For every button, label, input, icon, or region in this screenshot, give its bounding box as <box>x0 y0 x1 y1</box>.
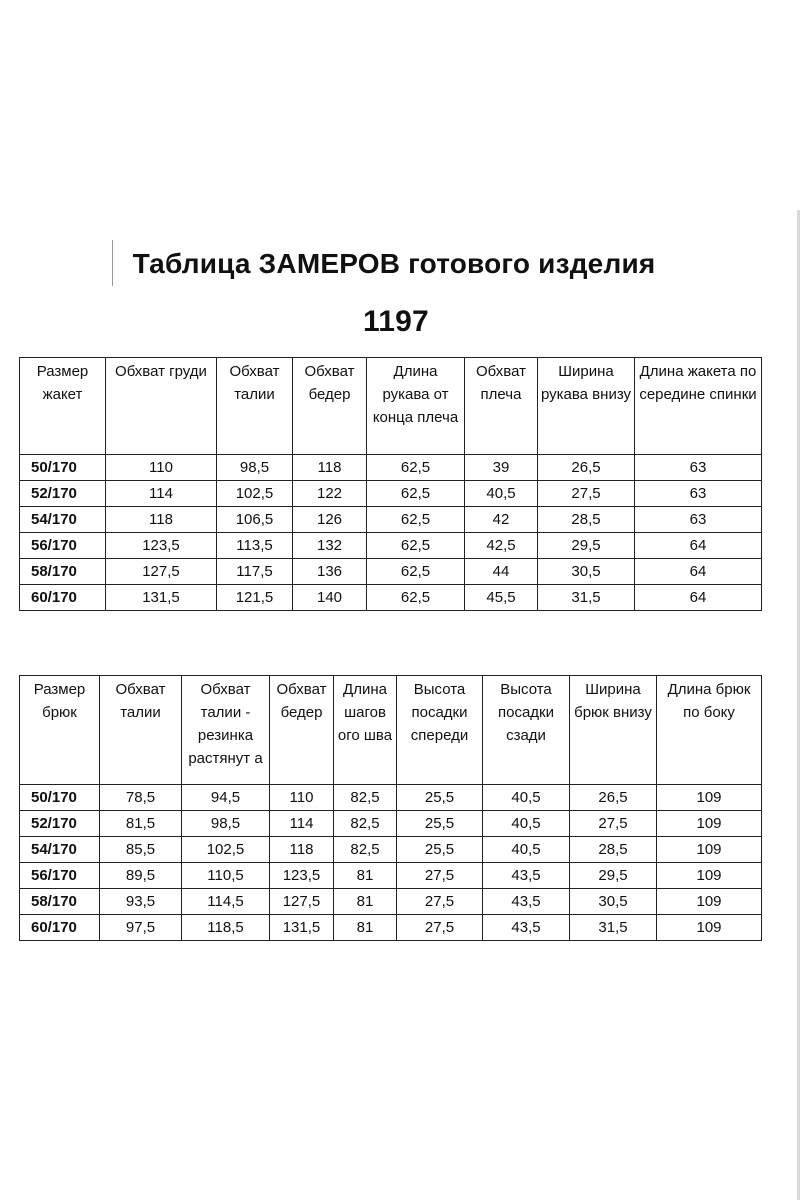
value-cell: 63 <box>635 507 762 533</box>
table-row <box>20 585 762 611</box>
value-cell: 110 <box>270 785 334 811</box>
value-cell: 81 <box>334 889 397 915</box>
value-cell: 40,5 <box>465 481 538 507</box>
value-cell: 118,5 <box>182 915 270 941</box>
value-cell: 81 <box>334 915 397 941</box>
value-cell: 118 <box>293 455 367 481</box>
value-cell: 27,5 <box>397 915 483 941</box>
size-cell: 52/170 <box>20 811 100 837</box>
value-cell: 42 <box>465 507 538 533</box>
value-cell: 25,5 <box>397 785 483 811</box>
table-row <box>20 481 762 507</box>
pants-measurements-table <box>19 675 762 941</box>
model-number: 1197 <box>363 305 429 338</box>
size-cell: 60/170 <box>20 585 106 611</box>
value-cell: 62,5 <box>367 481 465 507</box>
header-cell: Длина шагов ого шва <box>334 676 397 785</box>
value-cell: 27,5 <box>538 481 635 507</box>
value-cell: 78,5 <box>100 785 182 811</box>
value-cell: 28,5 <box>570 837 657 863</box>
size-cell: 54/170 <box>20 837 100 863</box>
value-cell: 109 <box>657 837 762 863</box>
value-cell: 118 <box>270 837 334 863</box>
value-cell: 62,5 <box>367 585 465 611</box>
value-cell: 31,5 <box>570 915 657 941</box>
value-cell: 131,5 <box>270 915 334 941</box>
value-cell: 114 <box>106 481 217 507</box>
value-cell: 62,5 <box>367 533 465 559</box>
value-cell: 98,5 <box>217 455 293 481</box>
value-cell: 29,5 <box>570 863 657 889</box>
header-cell: Обхват плеча <box>465 358 538 455</box>
value-cell: 123,5 <box>270 863 334 889</box>
size-cell: 54/170 <box>20 507 106 533</box>
value-cell: 27,5 <box>397 889 483 915</box>
header-cell: Обхват бедер <box>270 676 334 785</box>
document-title: Таблица ЗАМЕРОВ готового изделия <box>132 248 656 279</box>
value-cell: 82,5 <box>334 811 397 837</box>
header-cell: Высота посадки сзади <box>483 676 570 785</box>
value-cell: 43,5 <box>483 889 570 915</box>
value-cell: 62,5 <box>367 559 465 585</box>
value-cell: 89,5 <box>100 863 182 889</box>
value-cell: 25,5 <box>397 811 483 837</box>
value-cell: 98,5 <box>182 811 270 837</box>
size-cell: 58/170 <box>20 889 100 915</box>
table-row <box>20 455 762 481</box>
header-cell: Размер брюк <box>20 676 100 785</box>
table-row <box>20 863 762 889</box>
value-cell: 109 <box>657 889 762 915</box>
value-cell: 63 <box>635 455 762 481</box>
value-cell: 40,5 <box>483 811 570 837</box>
value-cell: 29,5 <box>538 533 635 559</box>
value-cell: 109 <box>657 785 762 811</box>
value-cell: 63 <box>635 481 762 507</box>
header-cell: Ширина брюк внизу <box>570 676 657 785</box>
header-cell: Обхват талии - резинка растянут а <box>182 676 270 785</box>
header-cell: Обхват талии <box>217 358 293 455</box>
size-cell: 56/170 <box>20 863 100 889</box>
value-cell: 109 <box>657 915 762 941</box>
table-row <box>20 915 762 941</box>
value-cell: 81,5 <box>100 811 182 837</box>
value-cell: 64 <box>635 533 762 559</box>
value-cell: 64 <box>635 559 762 585</box>
value-cell: 140 <box>293 585 367 611</box>
value-cell: 122 <box>293 481 367 507</box>
value-cell: 94,5 <box>182 785 270 811</box>
header-cell: Размер жакет <box>20 358 106 455</box>
value-cell: 26,5 <box>538 455 635 481</box>
value-cell: 31,5 <box>538 585 635 611</box>
value-cell: 126 <box>293 507 367 533</box>
value-cell: 121,5 <box>217 585 293 611</box>
value-cell: 136 <box>293 559 367 585</box>
header-cell: Обхват груди <box>106 358 217 455</box>
value-cell: 81 <box>334 863 397 889</box>
value-cell: 85,5 <box>100 837 182 863</box>
header-cell: Длина брюк по боку <box>657 676 762 785</box>
value-cell: 106,5 <box>217 507 293 533</box>
value-cell: 42,5 <box>465 533 538 559</box>
value-cell: 62,5 <box>367 507 465 533</box>
value-cell: 110 <box>106 455 217 481</box>
value-cell: 45,5 <box>465 585 538 611</box>
value-cell: 40,5 <box>483 837 570 863</box>
table-row <box>20 507 762 533</box>
value-cell: 30,5 <box>538 559 635 585</box>
size-cell: 56/170 <box>20 533 106 559</box>
table-row <box>20 559 762 585</box>
value-cell: 114 <box>270 811 334 837</box>
header-cell: Обхват талии <box>100 676 182 785</box>
value-cell: 114,5 <box>182 889 270 915</box>
value-cell: 28,5 <box>538 507 635 533</box>
jacket-measurements-table <box>19 357 762 611</box>
value-cell: 132 <box>293 533 367 559</box>
value-cell: 102,5 <box>182 837 270 863</box>
value-cell: 40,5 <box>483 785 570 811</box>
value-cell: 39 <box>465 455 538 481</box>
value-cell: 109 <box>657 863 762 889</box>
value-cell: 62,5 <box>367 455 465 481</box>
table-row <box>20 889 762 915</box>
size-cell: 52/170 <box>20 481 106 507</box>
table-row <box>20 811 762 837</box>
table-row <box>20 785 762 811</box>
value-cell: 110,5 <box>182 863 270 889</box>
value-cell: 26,5 <box>570 785 657 811</box>
size-cell: 60/170 <box>20 915 100 941</box>
table-row <box>20 837 762 863</box>
value-cell: 127,5 <box>106 559 217 585</box>
value-cell: 27,5 <box>397 863 483 889</box>
header-cell: Обхват бедер <box>293 358 367 455</box>
size-cell: 58/170 <box>20 559 106 585</box>
value-cell: 127,5 <box>270 889 334 915</box>
value-cell: 93,5 <box>100 889 182 915</box>
value-cell: 25,5 <box>397 837 483 863</box>
header-cell: Высота посадки спереди <box>397 676 483 785</box>
value-cell: 123,5 <box>106 533 217 559</box>
value-cell: 82,5 <box>334 837 397 863</box>
value-cell: 43,5 <box>483 915 570 941</box>
table-row <box>20 533 762 559</box>
value-cell: 43,5 <box>483 863 570 889</box>
value-cell: 44 <box>465 559 538 585</box>
header-cell: Длина жакета по середине спинки <box>635 358 762 455</box>
value-cell: 117,5 <box>217 559 293 585</box>
value-cell: 109 <box>657 811 762 837</box>
table-header-row <box>20 358 762 455</box>
value-cell: 113,5 <box>217 533 293 559</box>
value-cell: 131,5 <box>106 585 217 611</box>
size-cell: 50/170 <box>20 785 100 811</box>
header-cell: Длина рукава от конца плеча <box>367 358 465 455</box>
value-cell: 82,5 <box>334 785 397 811</box>
value-cell: 102,5 <box>217 481 293 507</box>
table-header-row <box>20 676 762 785</box>
value-cell: 27,5 <box>570 811 657 837</box>
size-cell: 50/170 <box>20 455 106 481</box>
header-cell: Ширина рукава внизу <box>538 358 635 455</box>
value-cell: 30,5 <box>570 889 657 915</box>
value-cell: 118 <box>106 507 217 533</box>
value-cell: 97,5 <box>100 915 182 941</box>
value-cell: 64 <box>635 585 762 611</box>
